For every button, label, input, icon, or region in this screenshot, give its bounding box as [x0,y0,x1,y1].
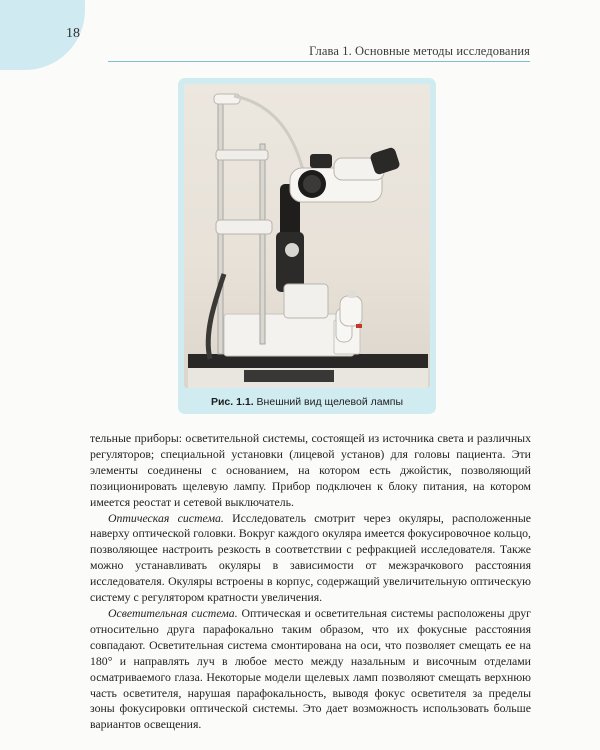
paragraph-2-term: Оптическая система. [108,510,224,525]
paragraph-1 [90,431,531,511]
running-header: Глава 1. Основные методы исследования [309,44,530,58]
paragraph-optical-system [90,511,531,606]
figure [178,78,436,414]
figure-caption [178,396,436,408]
figure-caption-text: Внешний вид щелевой лампы [256,396,404,408]
header-rule [108,61,530,62]
page-number: 18 [66,26,80,41]
paragraph-3-text: Оптическая и осветительная системы расположены друг относительно друга парафокально таким образом, что их фокусные расстояния совпадают. Осветительная система смонтирована на оси, что позволяет смещать ее на 180° и направлять луч в любое место между назальным и височным отделами осматриваемого глаза. Некоторые модели щелевых ламп позволяют смещать верхнюю часть осветителя, нарушая парафокальность, выводя фокус осветителя за пределы зоны фокусировки оптической системы. Это дает возможность использовать больше вариантов освещения. [90,605,531,732]
paragraph-3-term: Осветительная система. [108,605,238,620]
figure-label: Рис. 1.1. [210,396,254,408]
paragraph-illumination-system [90,606,531,733]
slit-lamp-photo [184,84,430,388]
body-text [90,431,531,733]
paragraph-2-text: Исследователь смотрит через окуляры, расположенные наверху оптической головки. Вокруг каждого окуляра имеется фокусировочное кольцо, позволяющее настроить резкость в соответствии с рефракцией исследователя. Также можно устанавливать окуляры в зависимости от межзрачкового расстояния исследователя. Окуляры встроены в корпус, содержащий увеличительную оптическую систему с регулятором кратности увеличения. [90,510,531,605]
paragraph-1-text: тельные приборы: осветительной системы, состоящей из источника света и различных регуляторов; специальной установки (лицевой установ) для головы пациента. Эти элементы соединены с основанием, на котором есть джойстик, позволяющий позиционировать щелевую лампу. Прибор подключен к блоку питания, на котором имеется реостат и сетевой выключатель. [90,431,531,509]
